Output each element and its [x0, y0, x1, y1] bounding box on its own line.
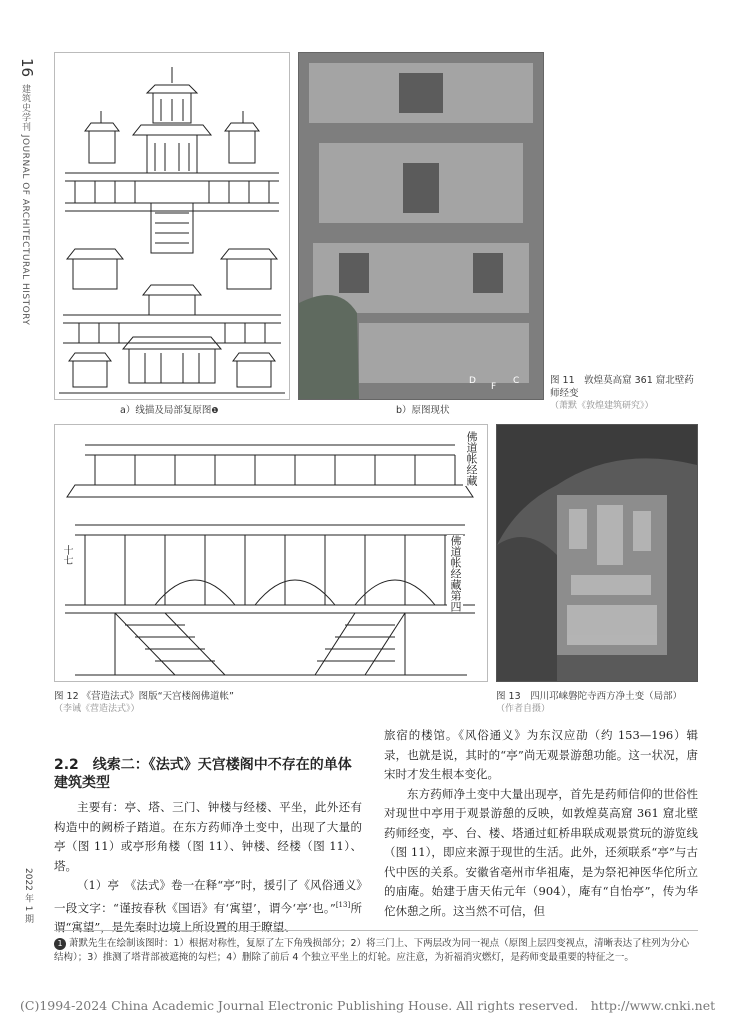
figure-11b-caption: b）原图现状: [396, 405, 450, 416]
right-paragraph-1: 旅宿的楼馆。《风俗通义》为东汉应劭（约 153—196）辑录，也就是说，其时的“亭”尚无观景游憩功能。这一状况，唐宋时才发生根本变化。: [384, 728, 698, 781]
plate-vertical-title: 佛道帐经藏: [465, 431, 478, 486]
issue-date: 2022 年 1 期: [23, 868, 33, 924]
figure-11a-note-mark: ❶: [211, 406, 219, 415]
figure-11-caption-line1: 图 11 敦煌莫高窟 361 窟北壁药: [550, 375, 694, 386]
plate-page-number: 十七: [61, 545, 72, 565]
mural-photo-illustration: [299, 53, 543, 399]
page-number: 16: [18, 58, 36, 78]
left-paragraph-2: （1）亭 《法式》卷一在释“亭”时，援引了《风俗通义》一段文字：“谨按春秋《国语》有‘寓望’，谓今‘亭’也。”[13]所谓“寓望”，是先秦时边境上所设置的用于瞭望、: [54, 878, 362, 934]
figure-11a-line-drawing: [54, 52, 290, 400]
footnote-text: 萧默先生在绘制该图时：1）根据对称性，复原了左下角残损部分；2）将三门上、下两层改为同一视点（原图上层四变视点，清晰表达了柱列为分心结构）；3）推测了塔背部被遮掩的勾栏；4）删除了前后 4 个独立平坐上的灯轮。应注意，为祈福消灾燃灯，是药师变最重要的特征之一。: [54, 938, 690, 963]
reference-13: [13]: [335, 900, 351, 909]
right-paragraph-2: 东方药师净土变中大量出现亭，首先是药师信仰的世俗性对现世中亭用于观景游憩的反映，如敦煌莫高窟 361 窟北壁药师经变，亭、台、楼、塔通过虹桥串联成观景赏玩的游览线（图 11），即应来源于现世的生活。此外，还须联系“亭”与古代中医的关系。安徽省亳州市华祖庵，是为祭祀神医华佗所立的庙庵。始建于唐天佑元年（904），庵有“自怡亭”，传为华佗休憩之所。这当然不可信，但: [384, 786, 698, 918]
figure-13-photo: [496, 424, 698, 682]
line-drawing-illustration: [55, 53, 289, 399]
section-title: 2.2 线索二：《法式》天宫楼阁中不存在的单体建筑类型: [54, 757, 352, 791]
left-paragraph-1: 主要有：亭、塔、三门、钟楼与经楼、平坐，此外还有构造中的阙桥子踏道。在东方药师净土变中，出现了大量的亭（图 11）或亭形角楼（图 11）、钟楼、经楼（图 11）、塔。: [54, 800, 362, 873]
figure-11a-caption: a）线描及局部复原图: [120, 405, 212, 416]
rock-carving-illustration: [497, 425, 697, 681]
plate-illustration: [55, 425, 487, 681]
figure-12-plate: [54, 424, 488, 682]
copyright-line: (C)1994-2024 China Academic Journal Electronic Publishing House. All rights reserved. http://www.cnki.net: [20, 998, 716, 1013]
footnote-mark: 1: [54, 938, 66, 950]
figure-12-caption: 图 12 《营造法式》图版“天宫楼阁佛道帐”: [54, 691, 234, 702]
running-head: 建筑史学刊 JOURNAL OF ARCHITECTURAL HISTORY: [20, 84, 30, 326]
figure-13-caption: 图 13 四川邛崃磐陀寺西方净土变（局部）: [496, 691, 683, 702]
figure-11-source: （萧默《敦煌建筑研究》）: [550, 401, 654, 411]
plate-vertical-subtitle: 佛道帐经藏第四: [449, 535, 462, 612]
footnote: [54, 930, 698, 965]
mural-label-c: C: [513, 376, 520, 386]
mural-label-d: D: [469, 376, 476, 386]
right-column: [384, 726, 698, 921]
left-column: [54, 798, 362, 937]
figure-12-source: （李诫《营造法式》）: [54, 704, 140, 714]
figure-11b-mural-photo: [298, 52, 544, 400]
mural-label-f: F: [491, 382, 497, 392]
figure-11-caption-line2: 师经变: [550, 388, 579, 399]
figure-13-source: （作者自摄）: [496, 704, 551, 714]
